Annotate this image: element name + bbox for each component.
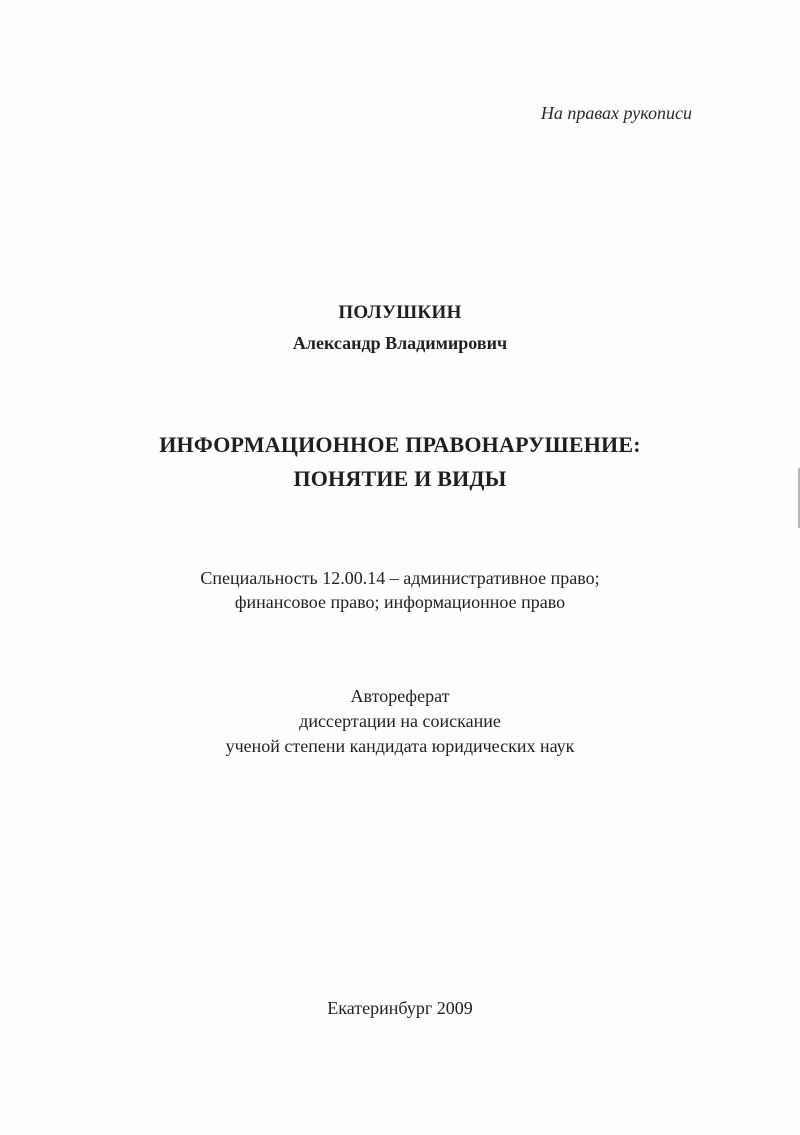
title-line-2: ПОНЯТИЕ И ВИДЫ: [293, 466, 507, 491]
specialty-line-2: финансовое право; информационное право: [234, 592, 566, 612]
rights-note: На правах рукописи: [540, 103, 692, 123]
author-surname: ПОЛУШКИН: [338, 302, 462, 323]
abstract-block: [0, 684, 800, 759]
city-year: Екатеринбург 2009: [327, 998, 473, 1018]
author-block: [0, 300, 800, 356]
document-title: [0, 428, 800, 496]
title-line-1: ИНФОРМАЦИОННОЕ ПРАВОНАРУШЕНИЕ:: [159, 432, 641, 457]
abstract-line-2: диссертации на соискание: [299, 711, 501, 731]
specialty-line-1: Специальность 12.00.14 – административное право;: [200, 568, 600, 588]
author-given-names: Александр Владимирович: [292, 333, 508, 353]
abstract-line-1: Автореферат: [350, 686, 450, 706]
abstract-line-3: ученой степени кандидата юридических наук: [225, 736, 575, 756]
specialty-block: [0, 566, 800, 614]
